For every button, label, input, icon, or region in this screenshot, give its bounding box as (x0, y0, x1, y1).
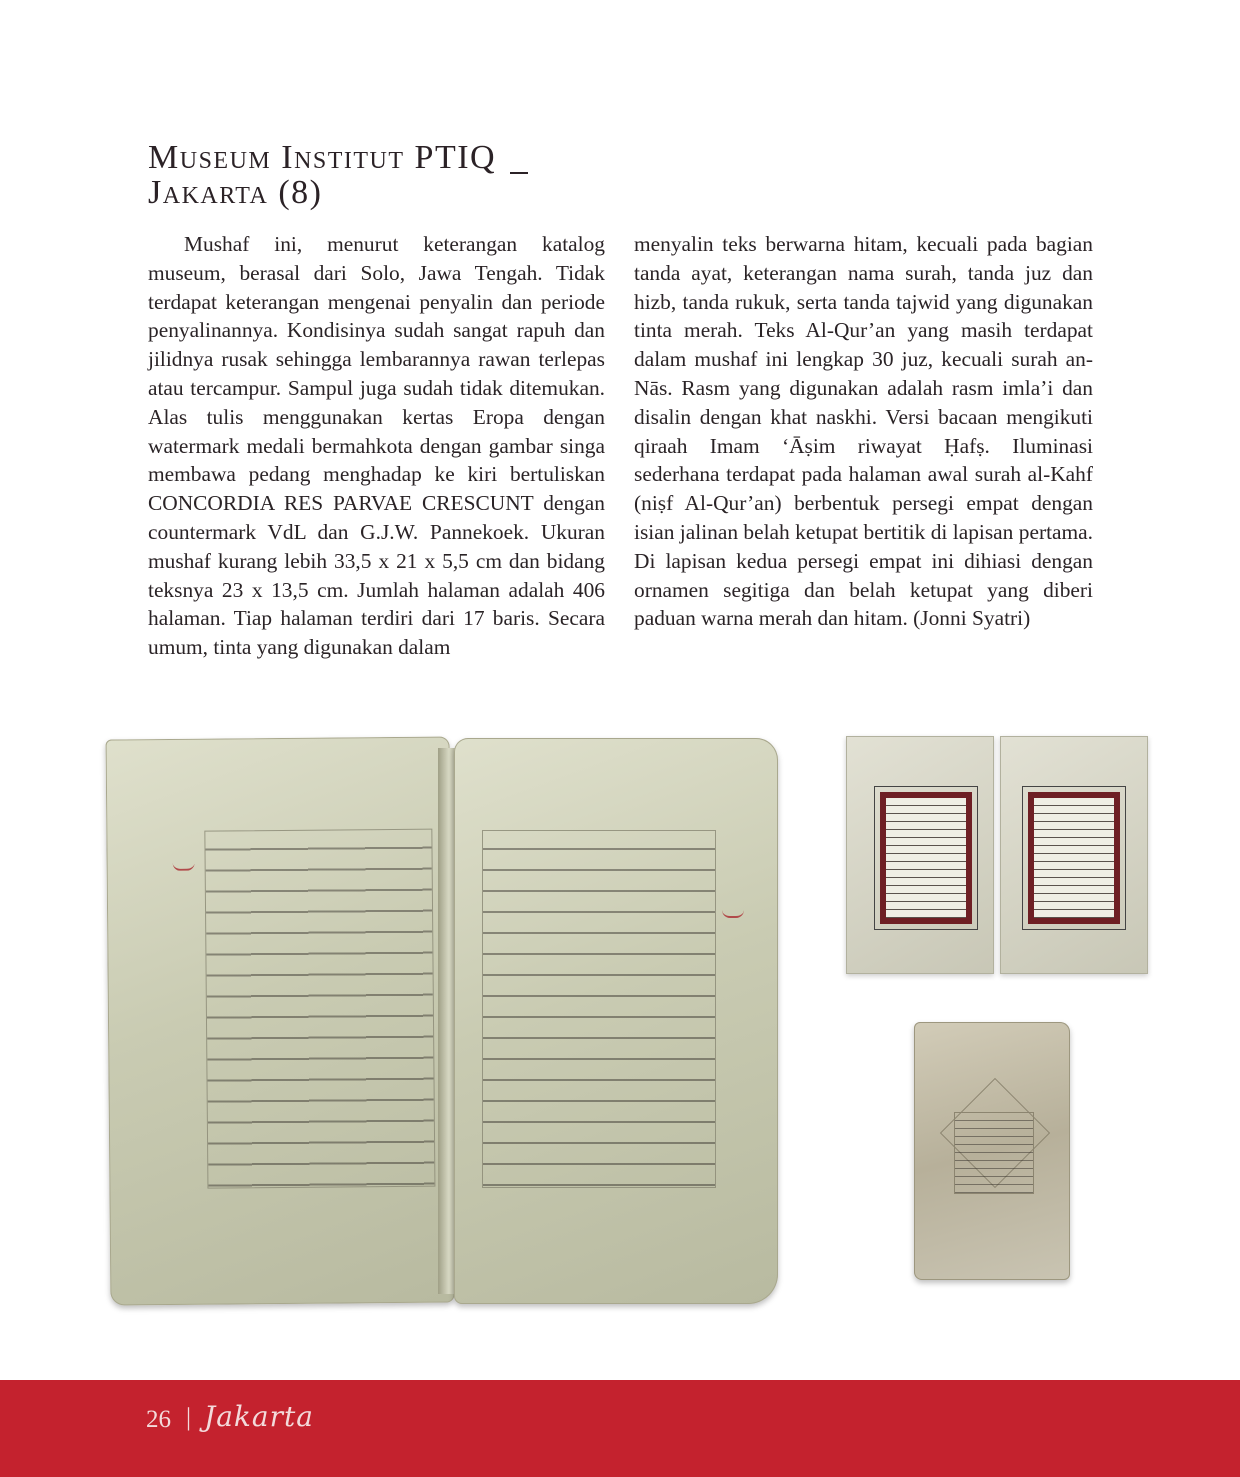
red-marginal-mark (722, 906, 744, 918)
manuscript-cover-photo (914, 1022, 1070, 1280)
title-decoration-rule (510, 172, 528, 174)
manuscript-text-block (482, 830, 716, 1188)
illuminated-left-page (846, 736, 994, 974)
cover-text-block (954, 1112, 1034, 1194)
illuminated-spread-photo (846, 736, 1148, 974)
right-text-column (634, 230, 1093, 633)
manuscript-cover (914, 1022, 1070, 1280)
footer-separator: | (186, 1404, 192, 1431)
illumination-frame (1028, 792, 1120, 924)
manuscript-right-page (454, 738, 778, 1304)
article-title-line1: Museum Institut PTIQ (148, 139, 497, 176)
article-title (148, 140, 608, 210)
footer-book-title: Jakarta (204, 1400, 314, 1433)
right-column-paragraph: menyalin teks berwarna hitam, kecuali pada bagian tanda ayat, keterangan nama surah, tanda juz dan hizb, tanda rukuk, serta tanda tajwid yang digunakan tinta merah. Teks Al-Qur’an yang masih terdapat dalam mushaf ini lengkap 30 juz, kecuali surah an-Nās. Rasm yang digunakan adalah rasm imla’i dan disalin dengan khat naskhi. Versi bacaan mengikuti qiraah Imam ‘Āṣim riwayat Ḥafṣ. Iluminasi sederhana terdapat pada halaman awal surah al-Kahf (niṣf Al-Qur’an) berbentuk persegi empat dengan isian jalinan belah ketupat bertitik di lapisan pertama. Di lapisan kedua persegi empat ini dihiasi dengan ornamen segitiga dan belah ketupat yang diberi paduan warna merah dan hitam. (Jonni Syatri) (634, 232, 1093, 631)
illumination-frame (880, 792, 972, 924)
page-number: 26 (146, 1406, 171, 1433)
left-column-paragraph: Mushaf ini, menurut keterangan katalog museum, berasal dari Solo, Jawa Tengah. Tidak terdapat keterangan mengenai penyalin dan periode penyalinannya. Kondisinya sudah sangat rapuh dan jilidnya rusak sehingga lembarannya rawan terlepas atau tercampur. Sampul juga sudah tidak ditemukan. Alas tulis menggunakan kertas Eropa dengan watermark medali bermahkota dengan gambar singa membawa pedang menghadap ke kiri bertuliskan CONCORDIA RES PARVAE CRESCUNT dengan countermark VdL dan G.J.W. Pannekoek. Ukuran mushaf kurang lebih 33,5 x 21 x 5,5 cm dan bidang teksnya 23 x 13,5 cm. Jumlah halaman adalah 406 halaman. Tiap halaman terdiri dari 17 baris. Secara umum, tinta yang digunakan dalam (148, 232, 605, 660)
red-marginal-mark (173, 859, 195, 871)
open-manuscript-photo (108, 738, 778, 1304)
illuminated-right-page (1000, 736, 1148, 974)
left-text-column (148, 230, 605, 662)
manuscript-left-page (106, 737, 455, 1306)
manuscript-text-block (204, 829, 435, 1189)
article-title-line2: Jakarta (8) (148, 174, 323, 211)
